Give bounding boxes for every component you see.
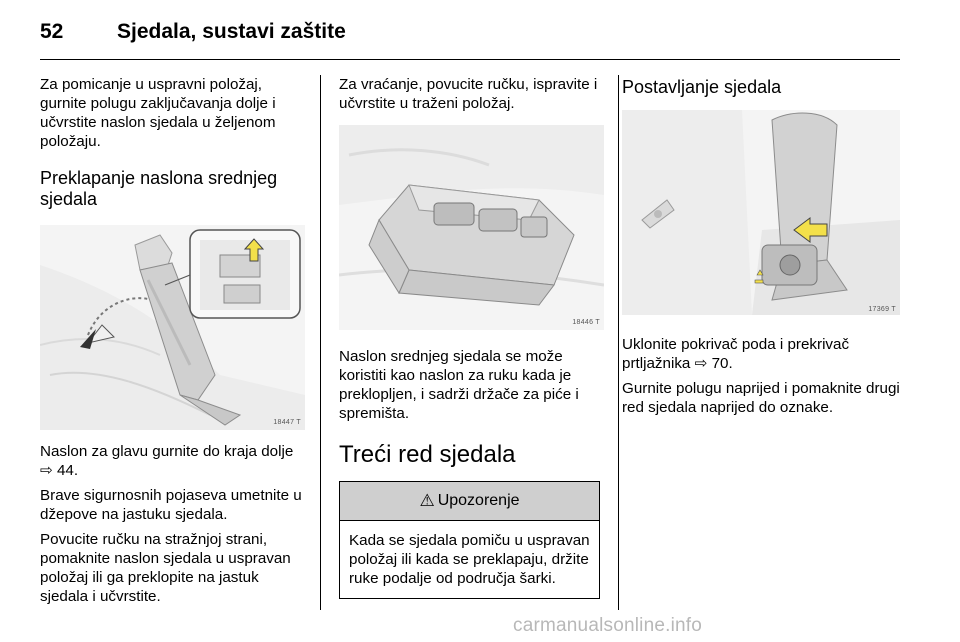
paragraph-headrest: Naslon za glavu gurnite do kraja dolje ⇨ 44. xyxy=(40,443,294,479)
column-2 xyxy=(339,75,604,599)
heading-treci-red: Treći red sjedala xyxy=(339,441,516,468)
figure-code: 18446 T xyxy=(572,319,600,326)
figure-armrest xyxy=(339,125,604,330)
heading-postavljanje: Postavljanje sjedala xyxy=(622,77,782,97)
page-number: 52 xyxy=(40,20,64,43)
warning-title: Upozorenje xyxy=(437,492,520,509)
page-reference-icon: ⇨ xyxy=(40,461,53,479)
warning-triangle-icon: ⚠ xyxy=(419,491,435,511)
warning-text: Kada se sjedala pomiču u uspravan položaj ili kada se preklapaju, držite ruke podalje od područja šarki. xyxy=(349,532,590,587)
paragraph-push-lever: Gurnite polugu naprijed i pomaknite drugi red sjedala naprijed do oznake. xyxy=(622,380,900,416)
paragraph-pull-handle: Povucite ručku na stražnjoj strani, pomaknite naslon sjedala u uspravan položaj ili ga preklopite na jastuk sjedala i učvrstite. xyxy=(40,531,291,605)
column-1 xyxy=(40,75,305,606)
column-divider-2 xyxy=(618,75,619,610)
watermark: carmanualsonline.info xyxy=(513,615,703,636)
figure-seat-lever xyxy=(622,110,900,315)
paragraph-armrest: Naslon srednjeg sjedala se može koristiti kao naslon za ruku kada je preklopljen, i sadrži držače za piće i spremišta. xyxy=(339,348,579,422)
page-reference-70[interactable]: 70. xyxy=(711,355,733,372)
warning-header xyxy=(340,482,599,521)
page-header xyxy=(40,20,900,50)
paragraph-upright-position: Za pomicanje u uspravni položaj, gurnite polugu zaključavanja dolje i učvrstite naslon sjedala u željenom položaju. xyxy=(40,76,276,150)
warning-body xyxy=(340,521,599,598)
figure-middle-seat-fold xyxy=(40,225,305,430)
header-divider xyxy=(40,59,900,60)
armrest-illustration xyxy=(339,125,604,330)
paragraph-floor-cover: Uklonite pokrivač poda i prekrivač prtljažnika ⇨ 70. xyxy=(622,336,850,372)
page-title: Sjedala, sustavi zaštite xyxy=(117,20,346,43)
column-3 xyxy=(622,75,902,417)
figure-code: 18447 T xyxy=(273,419,301,426)
figure-code: 17369 T xyxy=(868,306,896,313)
page-reference-44[interactable]: 44. xyxy=(56,462,79,479)
column-divider-1 xyxy=(320,75,321,610)
page-reference-icon: ⇨ xyxy=(694,354,708,372)
seat-lever-illustration xyxy=(622,110,900,315)
warning-box xyxy=(339,481,600,599)
seat-fold-illustration xyxy=(40,225,305,430)
heading-preklapanje: Preklapanje naslona srednjeg sjedala xyxy=(40,168,278,209)
paragraph-return-position: Za vraćanje, povucite ručku, ispravite i učvrstite u traženi položaj. xyxy=(339,76,598,112)
paragraph-belt-buckles: Brave sigurnosnih pojaseva umetnite u džepove na jastuku sjedala. xyxy=(40,487,302,523)
